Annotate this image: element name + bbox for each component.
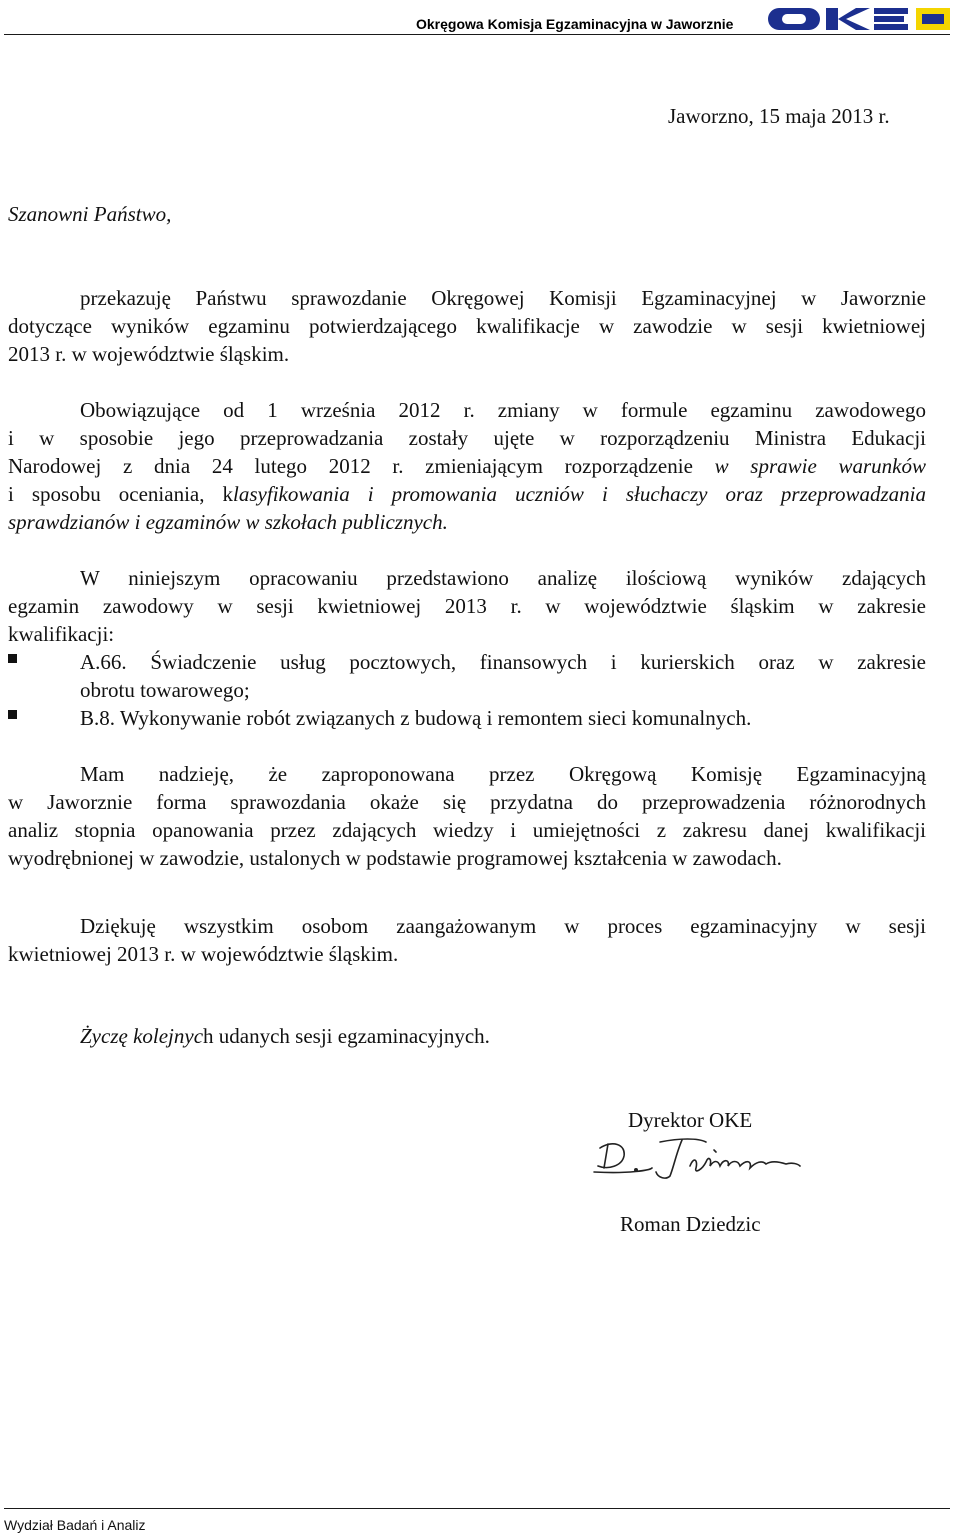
page-footer xyxy=(4,1508,950,1533)
analysis-line-3: kwalifikacji: xyxy=(8,622,115,646)
signature-name: Roman Dziedzic xyxy=(620,1212,761,1236)
qualification-a66-line-1: A.66. Świadczenie usług pocztowych, finansowych i kurierskich oraz w zakresie xyxy=(80,650,926,674)
closing-wish-italic: Życzę kolejnyc xyxy=(80,1024,204,1048)
hope-line-1: Mam nadzieję, że zaproponowana przez Okręgową Komisję Egzaminacyjną xyxy=(80,762,926,786)
hope-line-4: wyodrębnionej w zawodzie, ustalonych w podstawie programowej kształcenia w zawodach. xyxy=(8,846,782,870)
date-line: Jaworzno, 15 maja 2013 r. xyxy=(668,104,890,128)
oke-logo-graphic xyxy=(766,5,952,33)
footer-department: Wydział Badań i Analiz xyxy=(4,1517,146,1533)
regulation-line-5: sprawdzianów i egzaminów w szkołach publicznych. xyxy=(8,510,448,534)
qualification-a66-line-2: obrotu towarowego; xyxy=(80,678,250,702)
intro-line-1: przekazuję Państwu sprawozdanie Okręgowej Komisji Egzaminacyjnej w Jaworznie xyxy=(80,286,926,310)
regulation-line-3-italic: w sprawie warunków xyxy=(714,454,927,478)
analysis-line-2: egzamin zawodowy w sesji kwietniowej 2013 r. w województwie śląskim w zakresie xyxy=(8,594,926,618)
regulation-line-4-italic: lasyfikowania i promowania uczniów i słuchaczy oraz przeprowadzania xyxy=(233,482,926,506)
intro-line-2: dotyczące wyników egzaminu potwierdzającego kwalifikacje w zawodzie w sesji kwietniowej xyxy=(8,314,926,338)
bullet-icon xyxy=(8,710,17,719)
regulation-line-2: i w sposobie jego przeprowadzania zostały ujęte w rozporządzeniu Ministra Edukacji xyxy=(8,426,926,450)
thanks-line-2: kwietniowej 2013 r. w województwie śląskim. xyxy=(8,942,399,966)
header-title: Okręgowa Komisja Egzaminacyjna w Jaworznie xyxy=(416,16,734,32)
closing-wish-plain: h udanych sesji egzaminacyjnych. xyxy=(203,1024,490,1048)
intro-line-3: 2013 r. w województwie śląskim. xyxy=(8,342,290,366)
closing-wish xyxy=(80,1022,490,1050)
regulation-line-1: Obowiązujące od 1 września 2012 r. zmiany w formule egzaminu zawodowego xyxy=(80,398,926,422)
bullet-icon xyxy=(8,654,17,663)
hope-line-2: w Jaworznie forma sprawozdania okaże się przydatna do przeprowadzenia różnorodnych xyxy=(8,790,926,814)
salutation: Szanowni Państwo, xyxy=(8,202,172,226)
handwritten-signature xyxy=(590,1130,810,1186)
regulation-line-4 xyxy=(8,480,926,508)
regulation-line-3 xyxy=(8,452,926,480)
page-header xyxy=(4,2,950,35)
regulation-line-3-plain: Narodowej z dnia 24 lutego 2012 r. zmieniającym rozporządzenie xyxy=(8,454,693,478)
thanks-line-1: Dziękuję wszystkim osobom zaangażowanym w proces egzaminacyjny w sesji xyxy=(80,914,926,938)
oke-logo xyxy=(766,5,952,33)
qualification-b8: B.8. Wykonywanie robót związanych z budową i remontem sieci komunalnych. xyxy=(80,706,752,730)
signature-title: Dyrektor OKE xyxy=(628,1108,753,1132)
hope-line-3: analiz stopnia opanowania przez zdających wiedzy i umiejętności z zakresu danej kwalifikacji xyxy=(8,818,926,842)
regulation-line-4-plain: i sposobu oceniania, k xyxy=(8,482,234,506)
analysis-line-1: W niniejszym opracowaniu przedstawiono analizę ilościową wyników zdających xyxy=(80,566,926,590)
